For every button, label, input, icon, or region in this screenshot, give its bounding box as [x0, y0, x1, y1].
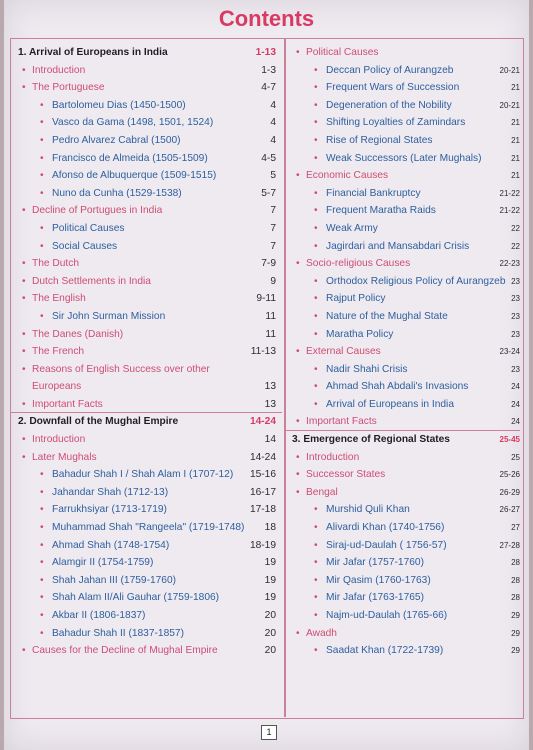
toc-entry: [288, 607, 520, 625]
bullet-icon: •: [314, 610, 318, 621]
section-separator: [284, 430, 520, 431]
toc-entry: [14, 290, 282, 308]
toc-entry-page: 26-27: [499, 505, 520, 515]
bullet-icon: •: [40, 134, 44, 146]
toc-entry-page: 11-13: [250, 346, 276, 358]
toc-entry-page: 23: [511, 294, 520, 304]
toc-entry-title: Siraj-ud-Daulah ( 1756-57): [326, 539, 447, 551]
toc-entry-page: 24: [511, 382, 520, 392]
toc-entry-page: 1-13: [255, 47, 276, 58]
toc-entry-title: Shifting Loyalties of Zamindars: [326, 117, 466, 129]
toc-entry-title: Degeneration of the Nobility: [326, 99, 452, 111]
bullet-icon: •: [40, 610, 44, 621]
toc-entry-page: 28: [511, 575, 520, 585]
bullet-icon: •: [40, 222, 44, 234]
toc-entry-title: Weak Army: [326, 222, 378, 234]
toc-entry-title: Introduction: [306, 451, 360, 463]
toc-entry-page: 21: [511, 135, 520, 145]
bullet-icon: •: [22, 64, 26, 76]
toc-entry: [14, 114, 282, 132]
toc-entry: [14, 62, 282, 80]
toc-entry-title: Alamgir II (1754-1759): [52, 557, 154, 569]
toc-entry-title: Important Facts: [306, 416, 377, 428]
bullet-icon: •: [296, 627, 300, 639]
toc-entry: [14, 132, 282, 150]
toc-entry: [14, 554, 282, 572]
toc-entry-title: Weak Successors (Later Mughals): [326, 152, 482, 164]
toc-entry-title: Nadir Shahi Crisis: [326, 363, 408, 375]
toc-entry-title: The Dutch: [32, 258, 79, 270]
toc-entry-title: The Danes (Danish): [32, 328, 124, 340]
toc-entry-title: Rajput Policy: [326, 293, 386, 305]
bullet-icon: •: [40, 627, 44, 639]
toc-entry-title: Farrukhsiyar (1713-1719): [52, 504, 167, 516]
toc-entry-title: Political Causes: [52, 222, 125, 234]
right-column: [288, 44, 520, 660]
toc-entry-page: 5: [270, 170, 276, 182]
bullet-icon: •: [40, 187, 44, 199]
bullet-icon: •: [22, 275, 26, 287]
column-divider: [284, 38, 286, 717]
toc-entry: [14, 79, 282, 97]
toc-entry: [288, 589, 520, 607]
bullet-icon: •: [296, 346, 300, 358]
toc-entry-title: Mir Jafar (1757-1760): [326, 557, 424, 569]
bullet-icon: •: [40, 592, 44, 604]
toc-entry-page: 22-23: [499, 259, 520, 269]
toc-entry-title: 1. Arrival of Europeans in India: [18, 47, 168, 58]
toc-entry-title: Introduction: [32, 434, 86, 446]
toc-entry: [14, 185, 282, 203]
toc-entry-title: Mir Jafar (1763-1765): [326, 592, 424, 604]
toc-entry-page: 28: [511, 558, 520, 568]
toc-entry-title: Arrival of Europeans in India: [326, 398, 454, 410]
toc-entry-title: Economic Causes: [306, 170, 389, 182]
section-separator: [10, 412, 282, 413]
toc-entry-title: Afonso de Albuquerque (1509-1515): [52, 170, 217, 182]
toc-entry-title: Alivardi Khan (1740-1756): [326, 522, 445, 534]
bullet-icon: •: [314, 504, 318, 516]
toc-entry-page: 20-21: [499, 65, 520, 75]
toc-entry-title: Nature of the Mughal State: [326, 310, 448, 322]
toc-entry-page: 21-22: [499, 188, 520, 198]
toc-entry: [14, 97, 282, 115]
toc-entry: [288, 361, 520, 379]
toc-entry-page: 23-24: [499, 347, 520, 357]
bullet-icon: •: [22, 293, 26, 305]
toc-entry-page: 7-9: [261, 258, 276, 270]
toc-entry-page: 25-26: [499, 470, 520, 480]
toc-entry: [14, 484, 282, 502]
bullet-icon: •: [40, 152, 44, 164]
toc-entry-page: 23: [511, 364, 520, 374]
toc-entry: [288, 308, 520, 326]
bullet-icon: •: [314, 222, 318, 234]
toc-entry-page: 19: [264, 557, 276, 569]
toc-entry: [288, 642, 520, 660]
toc-entry: [288, 431, 520, 449]
toc-entry-page: 27: [511, 523, 520, 533]
toc-entry-page: 21: [511, 118, 520, 128]
bullet-icon: •: [314, 557, 318, 569]
toc-entry-title: Social Causes: [52, 240, 118, 252]
toc-entry: [14, 238, 282, 256]
toc-entry-title: Shah Alam II/Ali Gauhar (1759-1806): [52, 592, 220, 604]
bullet-icon: •: [40, 486, 44, 498]
toc-entry: [288, 326, 520, 344]
toc-entry-page: 14-24: [249, 451, 276, 463]
toc-entry-title: Bartolomeu Dias (1450-1500): [52, 99, 186, 111]
bullet-icon: •: [22, 363, 26, 375]
toc-entry-title: External Causes: [306, 346, 381, 358]
toc-entry-title: 2. Downfall of the Mughal Empire: [18, 416, 179, 428]
bullet-icon: •: [314, 240, 318, 252]
toc-entry-title: Causes for the Decline of Mughal Empire: [32, 645, 218, 657]
toc-entry: [288, 97, 520, 115]
toc-entry: [288, 132, 520, 150]
toc-entry-page: 14: [264, 434, 276, 446]
toc-entry-title: Murshid Quli Khan: [326, 504, 410, 516]
bullet-icon: •: [314, 522, 318, 534]
toc-entry: [14, 308, 282, 326]
bullet-icon: •: [22, 434, 26, 446]
toc-entry-title: Reasons of English Success over other: [32, 363, 210, 375]
bullet-icon: •: [296, 258, 300, 270]
bullet-icon: •: [314, 117, 318, 129]
toc-entry-page: 11: [265, 328, 276, 340]
toc-entry-title: Introduction: [32, 64, 86, 76]
bullet-icon: •: [296, 486, 300, 498]
bullet-icon: •: [314, 134, 318, 146]
bullet-icon: •: [40, 557, 44, 569]
toc-entry-page: 29: [511, 646, 520, 656]
bullet-icon: •: [40, 310, 44, 322]
toc-entry: [14, 202, 282, 220]
bullet-icon: •: [314, 398, 318, 410]
toc-entry: [288, 537, 520, 555]
toc-entry-page: 4: [270, 134, 276, 146]
toc-entry-title: Nuno da Cunha (1529-1538): [52, 187, 182, 199]
toc-entry: [288, 413, 520, 431]
toc-entry-page: 13: [264, 398, 276, 410]
bullet-icon: •: [314, 310, 318, 322]
toc-entry-title: Bahadur Shah II (1837-1857): [52, 627, 184, 639]
toc-entry: [288, 185, 520, 203]
toc-entry-page: 24: [511, 399, 520, 409]
toc-entry-title: Financial Bankruptcy: [326, 187, 421, 199]
toc-entry-page: 1-3: [261, 64, 276, 76]
toc-entry-page: 21: [511, 153, 520, 163]
toc-entry-title: Rise of Regional States: [326, 134, 433, 146]
toc-entry-title: Europeans: [32, 381, 82, 393]
bullet-icon: •: [314, 275, 318, 287]
toc-entry-title: Later Mughals: [32, 451, 97, 463]
toc-entry-title: Bengal: [306, 486, 338, 498]
toc-entry-title: 3. Emergence of Regional States: [292, 434, 450, 446]
bullet-icon: •: [22, 82, 26, 94]
toc-entry: [14, 255, 282, 273]
bullet-icon: •: [314, 539, 318, 551]
toc-entry: [14, 607, 282, 625]
toc-entry-page: 13: [264, 381, 276, 393]
toc-entry-title: Ahmad Shah (1748-1754): [52, 539, 170, 551]
toc-entry-page: 15-16: [249, 469, 276, 481]
toc-entry-title: Jahandar Shah (1712-13): [52, 486, 169, 498]
bullet-icon: •: [314, 152, 318, 164]
bullet-icon: •: [296, 469, 300, 481]
bullet-icon: •: [314, 64, 318, 76]
toc-entry-page: 19: [264, 574, 276, 586]
bullet-icon: •: [314, 363, 318, 375]
toc-entry: [288, 572, 520, 590]
toc-entry-page: 16-17: [249, 486, 276, 498]
bullet-icon: •: [40, 504, 44, 516]
toc-entry-title: Pedro Alvarez Cabral (1500): [52, 134, 181, 146]
toc-entry: [288, 238, 520, 256]
bullet-icon: •: [314, 592, 318, 604]
bullet-icon: •: [296, 47, 300, 58]
toc-entry-page: 4-5: [261, 152, 276, 164]
toc-entry: [288, 396, 520, 414]
bullet-icon: •: [22, 451, 26, 463]
toc-entry: [288, 150, 520, 168]
toc-entry-page: 20: [264, 610, 276, 621]
toc-entry: [288, 114, 520, 132]
toc-entry-page: 18: [264, 522, 276, 534]
bullet-icon: •: [314, 574, 318, 586]
bullet-icon: •: [40, 469, 44, 481]
toc-entry-page: 18-19: [249, 539, 276, 551]
toc-entry: [14, 396, 282, 414]
toc-entry: [288, 167, 520, 185]
bullet-icon: •: [296, 416, 300, 428]
toc-entry: [288, 273, 520, 291]
toc-entry: [288, 484, 520, 502]
bullet-icon: •: [296, 170, 300, 182]
toc-entry-title: Orthodox Religious Policy of Aurangzeb: [326, 275, 506, 287]
bullet-icon: •: [314, 328, 318, 340]
toc-entry: [14, 572, 282, 590]
page-title: Contents: [218, 6, 315, 31]
toc-entry: [14, 343, 282, 361]
bullet-icon: •: [40, 574, 44, 586]
toc-entry-title: Important Facts: [32, 398, 103, 410]
toc-entry: [14, 519, 282, 537]
bullet-icon: •: [22, 398, 26, 410]
toc-entry-page: 26-29: [499, 487, 520, 497]
toc-entry-page: 23: [511, 276, 520, 286]
toc-entry: [288, 625, 520, 643]
bullet-icon: •: [40, 240, 44, 252]
bullet-icon: •: [22, 205, 26, 217]
bullet-icon: •: [22, 645, 26, 657]
toc-entry-title: Frequent Maratha Raids: [326, 205, 436, 217]
toc-entry-page: 23: [511, 311, 520, 321]
toc-entry: [14, 466, 282, 484]
toc-entry-page: 4: [270, 117, 276, 129]
toc-entry-page: 7: [270, 222, 276, 234]
toc-entry-title: Frequent Wars of Succession: [326, 82, 460, 94]
toc-entry-title: Saadat Khan (1722-1739): [326, 645, 444, 657]
toc-entry-page: 22: [511, 241, 520, 251]
toc-entry-page: 21-22: [499, 206, 520, 216]
toc-entry-title: Political Causes: [306, 47, 379, 58]
toc-entry-page: 25: [511, 452, 520, 462]
toc-entry-title: Francisco de Almeida (1505-1509): [52, 152, 208, 164]
toc-entry-title: Successor States: [306, 469, 386, 481]
bullet-icon: •: [314, 381, 318, 393]
page-number: 1: [261, 725, 277, 740]
toc-entry: [288, 220, 520, 238]
toc-entry: [14, 501, 282, 519]
toc-entry-page: 23: [511, 329, 520, 339]
toc-entry: [14, 361, 282, 379]
toc-entry: [288, 519, 520, 537]
toc-entry-title: Jagirdari and Mansabdari Crisis: [326, 240, 470, 252]
toc-entry: [14, 273, 282, 291]
toc-entry: [288, 79, 520, 97]
toc-entry: [14, 167, 282, 185]
toc-entry: [14, 589, 282, 607]
toc-entry: [288, 202, 520, 220]
bullet-icon: •: [314, 205, 318, 217]
toc-entry: [14, 413, 282, 431]
toc-entry-title: Muhammad Shah "Rangeela" (1719-1748): [52, 522, 245, 534]
toc-entry-page: 14-24: [249, 416, 276, 428]
toc-entry-title: Shah Jahan III (1759-1760): [52, 574, 177, 586]
bullet-icon: •: [22, 346, 26, 358]
toc-entry-page: 21: [511, 83, 520, 93]
toc-entry-page: 9-11: [256, 293, 276, 305]
toc-entry-page: 5-7: [261, 187, 276, 199]
bullet-icon: •: [296, 451, 300, 463]
toc-entry: [14, 326, 282, 344]
toc-entry: [288, 343, 520, 361]
toc-entry-title: Dutch Settlements in India: [32, 275, 151, 287]
toc-entry-page: 29: [511, 628, 520, 638]
toc-entry: [288, 449, 520, 467]
toc-entry-title: Socio-religious Causes: [306, 258, 411, 270]
toc-entry-title: The Portuguese: [32, 82, 105, 94]
toc-entry: [14, 220, 282, 238]
toc-entry-title: Vasco da Gama (1498, 1501, 1524): [52, 117, 214, 129]
toc-entry-page: 20: [264, 627, 276, 639]
toc-entry: [14, 150, 282, 168]
toc-entry-title: The French: [32, 346, 85, 358]
toc-entry-title: Mir Qasim (1760-1763): [326, 574, 431, 586]
bullet-icon: •: [314, 187, 318, 199]
toc-entry-title: Deccan Policy of Aurangzeb: [326, 64, 454, 76]
toc-entry-page: 4: [270, 99, 276, 111]
toc-entry: [14, 44, 282, 62]
toc-entry-page: 25-45: [499, 435, 520, 445]
bullet-icon: •: [40, 99, 44, 111]
bullet-icon: •: [314, 82, 318, 94]
toc-entry-page: 24: [511, 417, 520, 427]
toc-entry-page: 28: [511, 593, 520, 603]
bullet-icon: •: [40, 522, 44, 534]
toc-entry: [14, 431, 282, 449]
bullet-icon: •: [314, 99, 318, 111]
bullet-icon: •: [314, 645, 318, 657]
toc-entry-title: Akbar II (1806-1837): [52, 610, 146, 621]
toc-entry: [288, 554, 520, 572]
toc-entry-page: 7: [270, 240, 276, 252]
left-column: [14, 44, 282, 660]
toc-entry: [288, 466, 520, 484]
toc-entry-title: Decline of Portugues in India: [32, 205, 163, 217]
toc-entry: [288, 501, 520, 519]
bullet-icon: •: [40, 170, 44, 182]
toc-entry: [14, 378, 282, 396]
toc-entry: [288, 62, 520, 80]
bullet-icon: •: [22, 328, 26, 340]
toc-entry-title: Awadh: [306, 627, 337, 639]
toc-entry-page: 21: [511, 171, 520, 181]
toc-entry-title: The English: [32, 293, 86, 305]
toc-entry-page: 22: [511, 223, 520, 233]
bullet-icon: •: [22, 258, 26, 270]
toc-entry-page: 7: [270, 205, 276, 217]
toc-entry: [14, 625, 282, 643]
toc-entry-title: Bahadur Shah I / Shah Alam I (1707-12): [52, 469, 234, 481]
toc-entry: [14, 449, 282, 467]
toc-entry-title: Maratha Policy: [326, 328, 394, 340]
toc-entry-page: 9: [270, 275, 276, 287]
toc-entry: [14, 537, 282, 555]
toc-entry: [288, 378, 520, 396]
bullet-icon: •: [40, 539, 44, 551]
bullet-icon: •: [40, 117, 44, 129]
toc-entry: [288, 255, 520, 273]
toc-entry: [14, 642, 282, 660]
toc-entry-page: 4-7: [261, 82, 276, 94]
bullet-icon: •: [314, 293, 318, 305]
toc-entry-title: Ahmad Shah Abdali's Invasions: [326, 381, 469, 393]
toc-entry-title: Sir John Surman Mission: [52, 310, 166, 322]
toc-entry-page: 20-21: [499, 100, 520, 110]
toc-entry-page: 11: [265, 310, 276, 322]
toc-entry-page: 19: [264, 592, 276, 604]
toc-entry-page: 29: [511, 611, 520, 620]
toc-entry-page: 17-18: [249, 504, 276, 516]
toc-entry: [288, 44, 520, 62]
toc-entry-page: 20: [264, 645, 276, 657]
toc-entry-title: Najm-ud-Daulah (1765-66): [326, 610, 448, 621]
toc-entry-page: 27-28: [499, 540, 520, 550]
toc-entry: [288, 290, 520, 308]
